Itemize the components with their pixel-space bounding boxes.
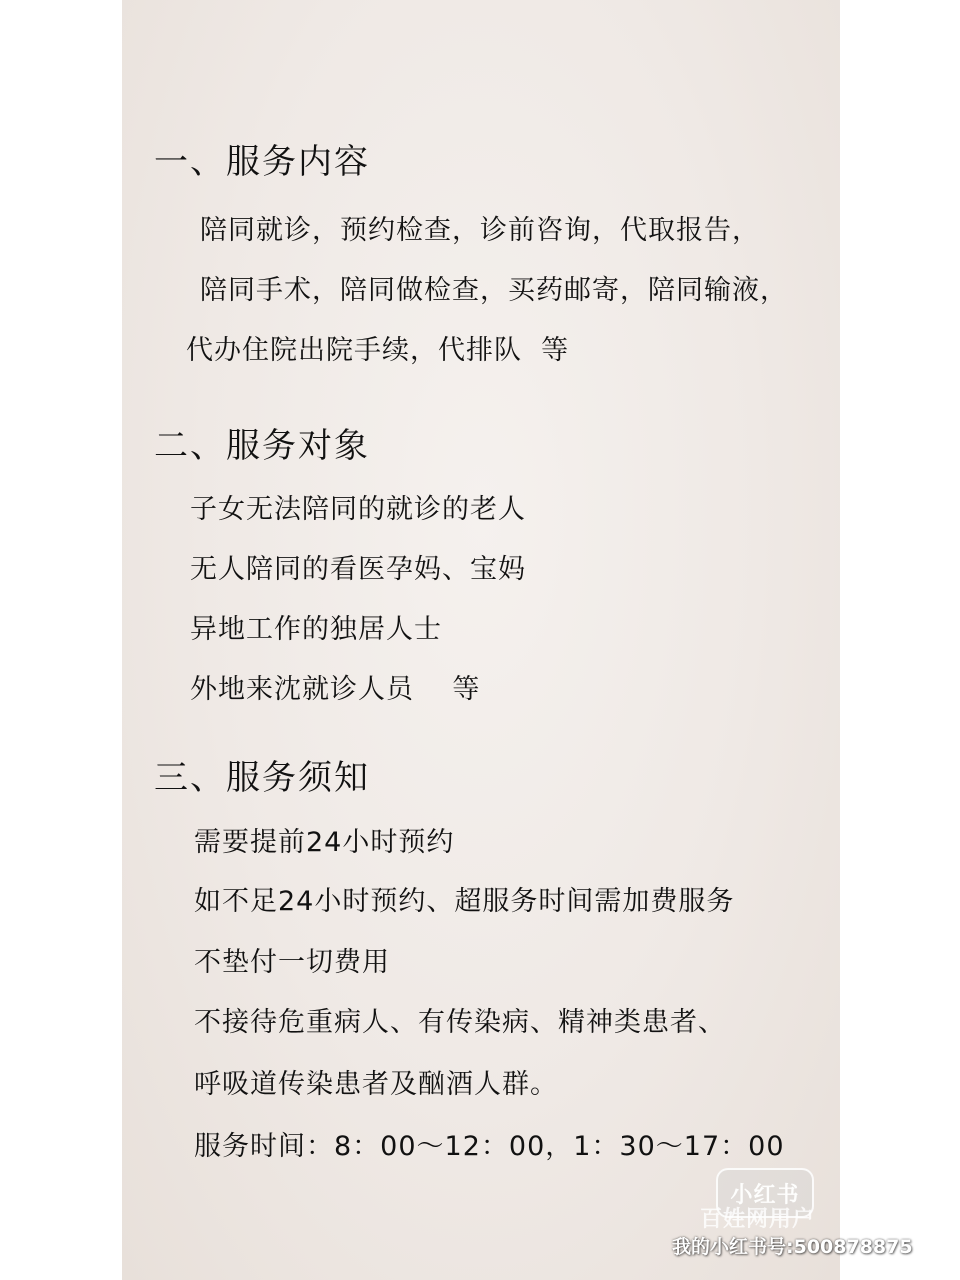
site-watermark: 百姓网用户 — [700, 1207, 816, 1232]
service-target-line-3: 异地工作的独居人士 — [190, 614, 442, 645]
section-heading-service-notice: 三、服务须知 — [154, 758, 370, 798]
xiaohongshu-logo-watermark: 小红书 — [716, 1168, 814, 1218]
left-margin — [0, 0, 122, 1280]
service-content-line-2: 陪同手术，陪同做检查，买药邮寄，陪同输液， — [200, 275, 788, 306]
service-target-line-2: 无人陪同的看医孕妈、宝妈 — [190, 554, 526, 585]
service-notice-line-2: 如不足24小时预约、超服务时间需加费服务 — [194, 886, 735, 917]
service-notice-line-3: 不垫付一切费用 — [194, 947, 390, 978]
account-id-watermark: 我的小红书号:500878875 — [672, 1236, 913, 1258]
service-notice-line-5: 呼吸道传染患者及酗酒人群。 — [194, 1069, 558, 1100]
service-notice-line-1: 需要提前24小时预约 — [194, 827, 455, 858]
service-content-line-3: 代办住院出院手续，代排队 等 — [186, 335, 570, 366]
service-target-line-4: 外地来沈就诊人员 等 — [190, 674, 481, 705]
right-margin — [840, 0, 960, 1280]
service-hours-line: 服务时间：8：00～12：00，1：30～17：00 — [194, 1131, 785, 1162]
service-content-line-1: 陪同就诊，预约检查，诊前咨询，代取报告， — [200, 215, 760, 246]
section-heading-service-target: 二、服务对象 — [154, 426, 370, 466]
section-heading-service-content: 一、服务内容 — [154, 142, 370, 182]
document-page — [122, 0, 840, 1280]
service-notice-line-4: 不接待危重病人、有传染病、精神类患者、 — [194, 1007, 726, 1038]
service-target-line-1: 子女无法陪同的就诊的老人 — [190, 494, 526, 525]
